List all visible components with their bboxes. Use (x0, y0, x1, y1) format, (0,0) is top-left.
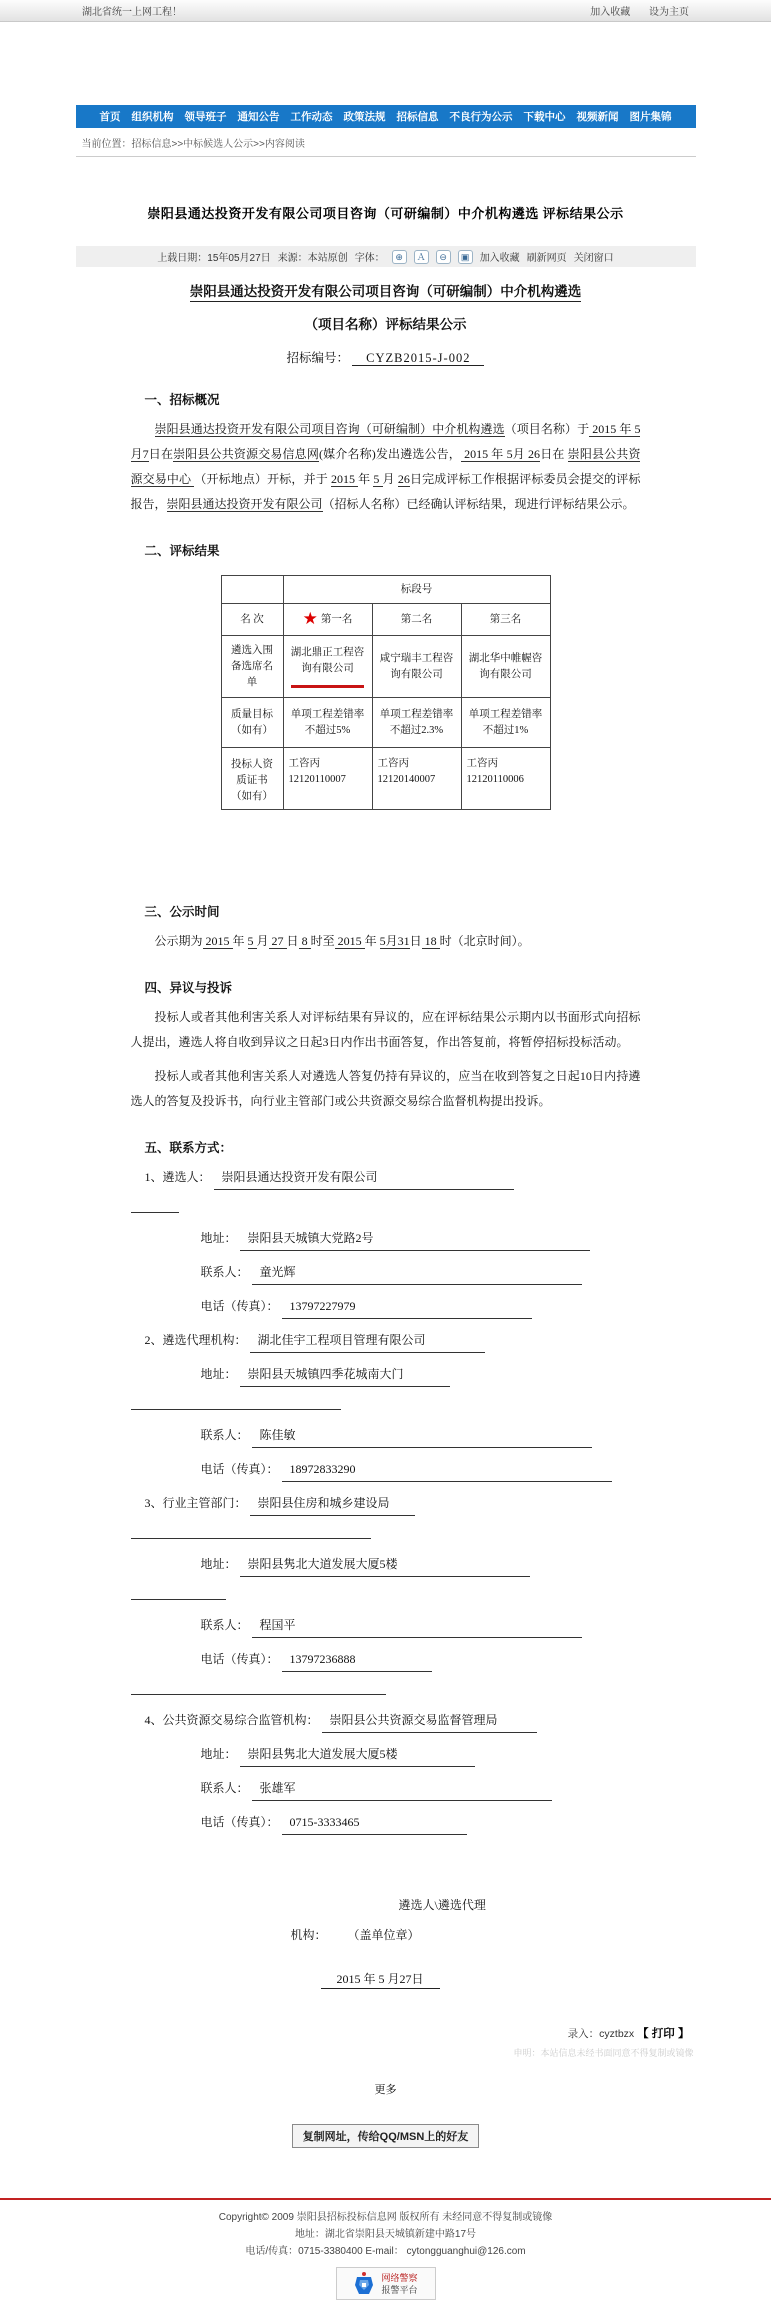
breadcrumb[interactable]: 当前位置：招标信息>>中标候选人公示>>内容阅读 (76, 128, 696, 157)
nav-item-photos[interactable]: 图片集锦 (629, 111, 672, 123)
winner-company-cell: 湖北鼎正工程咨询有限公司 (283, 636, 372, 698)
main-container (76, 105, 696, 2300)
footer-divider (0, 2198, 771, 2200)
share-row (76, 2124, 696, 2148)
more-link[interactable]: 更多 (374, 2084, 397, 2096)
footer-address-line: 地址：湖北省崇阳县天城镇新建中路17号 (294, 2229, 477, 2240)
signature-block (131, 1893, 641, 1991)
contact2-value: 湖北佳宇工程项目管理有限公司 (250, 1328, 485, 1353)
copyright-line: Copyright© 2009 崇阳县招标投标信息网 版权所有 未经同意不得复制或镜像 (218, 2212, 553, 2223)
font-size-label: 字体： (354, 253, 385, 264)
badge-text (381, 2272, 417, 2296)
rank-label-cell: 名 次 (221, 604, 283, 636)
quality-cell-3: 单项工程差错率不超过1% (461, 698, 550, 748)
contact1-person-line: 联系人： 童光辉 (201, 1260, 641, 1285)
contact1-person: 童光辉 (252, 1260, 582, 1285)
contact3-address-line: 地址： 崇阳县隽北大道发展大厦5楼 (201, 1552, 641, 1577)
section2-heading: 二、评标结果 (144, 544, 220, 558)
contact4-person-line: 联系人： 张雄军 (201, 1776, 641, 1801)
section3-heading: 三、公示时间 (144, 905, 220, 919)
badge-line1: 网络警察 (381, 2272, 418, 2283)
contact4-line: 4、公共资源交易综合监管机构： 崇阳县公共资源交易监督管理局 (145, 1708, 641, 1733)
footer (76, 2209, 696, 2300)
blank-underline (131, 1202, 641, 1217)
bid-number-line (131, 348, 641, 366)
contact3-tel: 13797236888 (282, 1647, 432, 1672)
print-icon[interactable]: ▣ (458, 250, 473, 264)
section4-paragraph2: 投标人或者其他利害关系人对遴选人答复仍持有异议的，应当在收到答复之日起10日内持遴选人的答复及投诉书，向行业主管部门或公共资源交易综合监督机构提出投诉。 (130, 1069, 641, 1108)
quality-cell-1: 单项工程差错率不超过5% (283, 698, 372, 748)
signature-line1: 遴选人\遴选代理 (398, 1898, 486, 1912)
contact2-tel: 18972833290 (282, 1457, 612, 1482)
contact4-tel: 0715-3333465 (282, 1810, 467, 1835)
winner-highlight-underline (291, 685, 364, 688)
faint-disclaimer: 申明：本站信息未经书面同意不得复制或镜像 (513, 2048, 694, 2058)
certificate-cell-1: 工咨丙12120110007 (283, 748, 372, 810)
seal-placeholder: （盖单位章） (347, 1928, 420, 1942)
nav-item-video-news[interactable]: 视频新闻 (576, 111, 619, 123)
signature-line2: 机构： （盖单位章） (290, 1928, 420, 1942)
contact3-person: 程国平 (252, 1613, 582, 1638)
nav-item-home[interactable]: 首页 (99, 111, 121, 123)
nav-item-policies[interactable]: 政策法规 (343, 111, 386, 123)
contact2-tel-line: 电话（传真）： 18972833290 (201, 1457, 641, 1482)
zoom-in-icon[interactable]: ⊕ (392, 250, 407, 264)
site-tagline: 湖北省统一上网工程！ (82, 7, 182, 18)
contact2-line: 2、遴选代理机构： 湖北佳宇工程项目管理有限公司 (145, 1328, 641, 1353)
table-section-header: 标段号 (283, 576, 550, 604)
section1-paragraph: 崇阳县通达投资开发有限公司项目咨询（可研编制）中介机构遴选（项目名称）于 2015 年 5 月7日在崇阳县公共资源交易信息网(媒介名称)发出遴选公告， 2015 年 5月 26日在 崇阳县公共资源交易中心 （开标地点）开标，并于 2015 年 5 月 26日完成评标工作根据评标委员会提交的评标报告，崇阳县通达投资开发有限公司（招标人名称）已经确认评标结果，现进行评标结果公示。 (130, 422, 641, 511)
meta-refresh-link[interactable]: 刷新网页 (526, 253, 567, 264)
upload-date: 上载日期：15年05月27日 (157, 253, 271, 264)
nav-item-work-news[interactable]: 工作动态 (290, 111, 333, 123)
blank-underline (131, 1589, 641, 1604)
contact4-person: 张雄军 (252, 1776, 552, 1801)
contact3-value: 崇阳县住房和城乡建设局 (250, 1491, 415, 1516)
contact3-tel-line: 电话（传真）： 13797236888 (201, 1647, 641, 1672)
nav-item-org[interactable]: 组织机构 (131, 111, 174, 123)
contact3-person-line: 联系人： 程国平 (201, 1613, 641, 1638)
document-body (76, 280, 696, 1991)
bid-number-label: 招标编号： (286, 351, 350, 365)
top-links (574, 3, 689, 18)
contact1-address-line: 地址： 崇阳县天城镇大党路2号 (201, 1226, 641, 1251)
signature-date: 2015 年 5 月27日 (321, 1972, 440, 1989)
signature-date-row (321, 1967, 641, 1991)
bid-number-value: CYZB2015-J-002 (352, 351, 484, 366)
quality-label-cell: 质量目标（如有） (221, 698, 283, 748)
certificate-cell-2: 工咨丙12120140007 (372, 748, 461, 810)
top-strip (0, 0, 771, 22)
contact4-value: 崇阳县公共资源交易监督管理局 (322, 1708, 537, 1733)
quality-cell-2: 单项工程差错率不超过2.3% (372, 698, 461, 748)
article-source: 来源：本站原创 (277, 253, 348, 264)
page-title: 崇阳县通达投资开发有限公司项目咨询（可研编制）中介机构遴选 评标结果公示 (147, 206, 624, 221)
zoom-out-icon[interactable]: ⊖ (436, 250, 451, 264)
section1-heading: 一、招标概况 (144, 393, 220, 407)
nav-item-notices[interactable]: 通知公告 (237, 111, 280, 123)
contact1-tel-line: 电话（传真）： 13797227979 (201, 1294, 641, 1319)
entry-print-line (76, 2025, 696, 2041)
evaluation-table (221, 575, 551, 810)
rank-second-cell: 第二名 (372, 604, 461, 636)
blank-underline (131, 1399, 641, 1414)
nav-item-downloads[interactable]: 下载中心 (523, 111, 566, 123)
contact1-tel: 13797227979 (282, 1294, 532, 1319)
contact4-tel-line: 电话（传真）： 0715-3333465 (201, 1810, 641, 1835)
cyber-police-badge[interactable] (336, 2267, 436, 2300)
contact2-person-line: 联系人： 陈佳敏 (201, 1423, 641, 1448)
footer-contact-line: 电话/传真：0715-3380400 E-mail： cytongguanghui@126.com (245, 2246, 526, 2257)
contact1-address: 崇阳县天城镇大党路2号 (240, 1226, 590, 1251)
nav-item-bad-behavior[interactable]: 不良行为公示 (449, 111, 513, 123)
nav-item-bid-info[interactable]: 招标信息 (396, 111, 439, 123)
contact2-address-line: 地址： 崇阳县天城镇四季花城南大门 (201, 1362, 641, 1387)
section4-heading: 四、异议与投诉 (144, 981, 233, 995)
rank-first-cell: ★ 第一名 (283, 604, 372, 636)
second-company-cell: 咸宁瑞丰工程咨询有限公司 (372, 636, 461, 698)
font-size-icon[interactable]: Ａ (414, 250, 429, 264)
section3-paragraph: 公示期为 2015 年 5 月 27 日 8 时至 2015 年 5月31日 18 时（北京时间）。 (154, 934, 530, 948)
nav-item-leaders[interactable]: 领导班子 (184, 111, 227, 123)
article-meta-bar (76, 246, 696, 267)
contact1-line: 1、遴选人： 崇阳县通达投资开发有限公司 (145, 1165, 641, 1190)
contact3-line: 3、行业主管部门： 崇阳县住房和城乡建设局 (145, 1491, 641, 1516)
contact1-value: 崇阳县通达投资开发有限公司 (214, 1165, 514, 1190)
contact4-address: 崇阳县隽北大道发展大厦5楼 (240, 1742, 475, 1767)
print-button[interactable]: 【 打印 】 (637, 2028, 690, 2040)
add-favorite-link[interactable]: 加入收藏 (590, 7, 631, 18)
set-homepage-link[interactable]: 设为主页 (649, 7, 689, 18)
blank-underline (131, 1684, 641, 1699)
certificate-cell-3: 工咨丙12120110006 (461, 748, 550, 810)
table-corner-cell (221, 576, 283, 604)
share-button[interactable]: 复制网址，传给QQ/MSN上的好友 (292, 2124, 480, 2148)
main-nav (76, 105, 696, 128)
section4-paragraph1: 投标人或者其他利害关系人对评标结果有异议的，应在评标结果公示期内以书面形式向招标人提出，遴选人将自收到异议之日起3日内作出书面答复，作出答复前，将暂停招标投标活动。 (130, 1010, 641, 1049)
doc-title-line1: 崇阳县通达投资开发有限公司项目咨询（可研编制）中介机构遴选 (131, 280, 641, 300)
shortlist-label-cell: 遴选入围备选席名单 (221, 636, 283, 698)
third-company-cell: 湖北华中帷幄咨询有限公司 (461, 636, 550, 698)
contact4-address-line: 地址： 崇阳县隽北大道发展大厦5楼 (201, 1742, 641, 1767)
blank-underline (131, 1528, 641, 1543)
doc-title-line2: （项目名称）评标结果公示 (304, 317, 467, 332)
meta-add-favorite-link[interactable]: 加入收藏 (479, 253, 520, 264)
badge-line2: 报警平台 (381, 2284, 418, 2295)
police-mascot-icon (353, 2271, 375, 2296)
contact2-address: 崇阳县天城镇四季花城南大门 (240, 1362, 450, 1387)
certificate-label-cell: 投标人资质证书（如有） (221, 748, 283, 810)
meta-close-window-link[interactable]: 关闭窗口 (573, 253, 614, 264)
entry-by: 录入：cyztbzx (567, 2028, 635, 2040)
first-place-star-icon: ★ (302, 609, 318, 628)
contact2-person: 陈佳敏 (252, 1423, 592, 1448)
section5-heading: 五、联系方式： (144, 1141, 233, 1155)
rank-third-cell: 第三名 (461, 604, 550, 636)
contact3-address: 崇阳县隽北大道发展大厦5楼 (240, 1552, 530, 1577)
